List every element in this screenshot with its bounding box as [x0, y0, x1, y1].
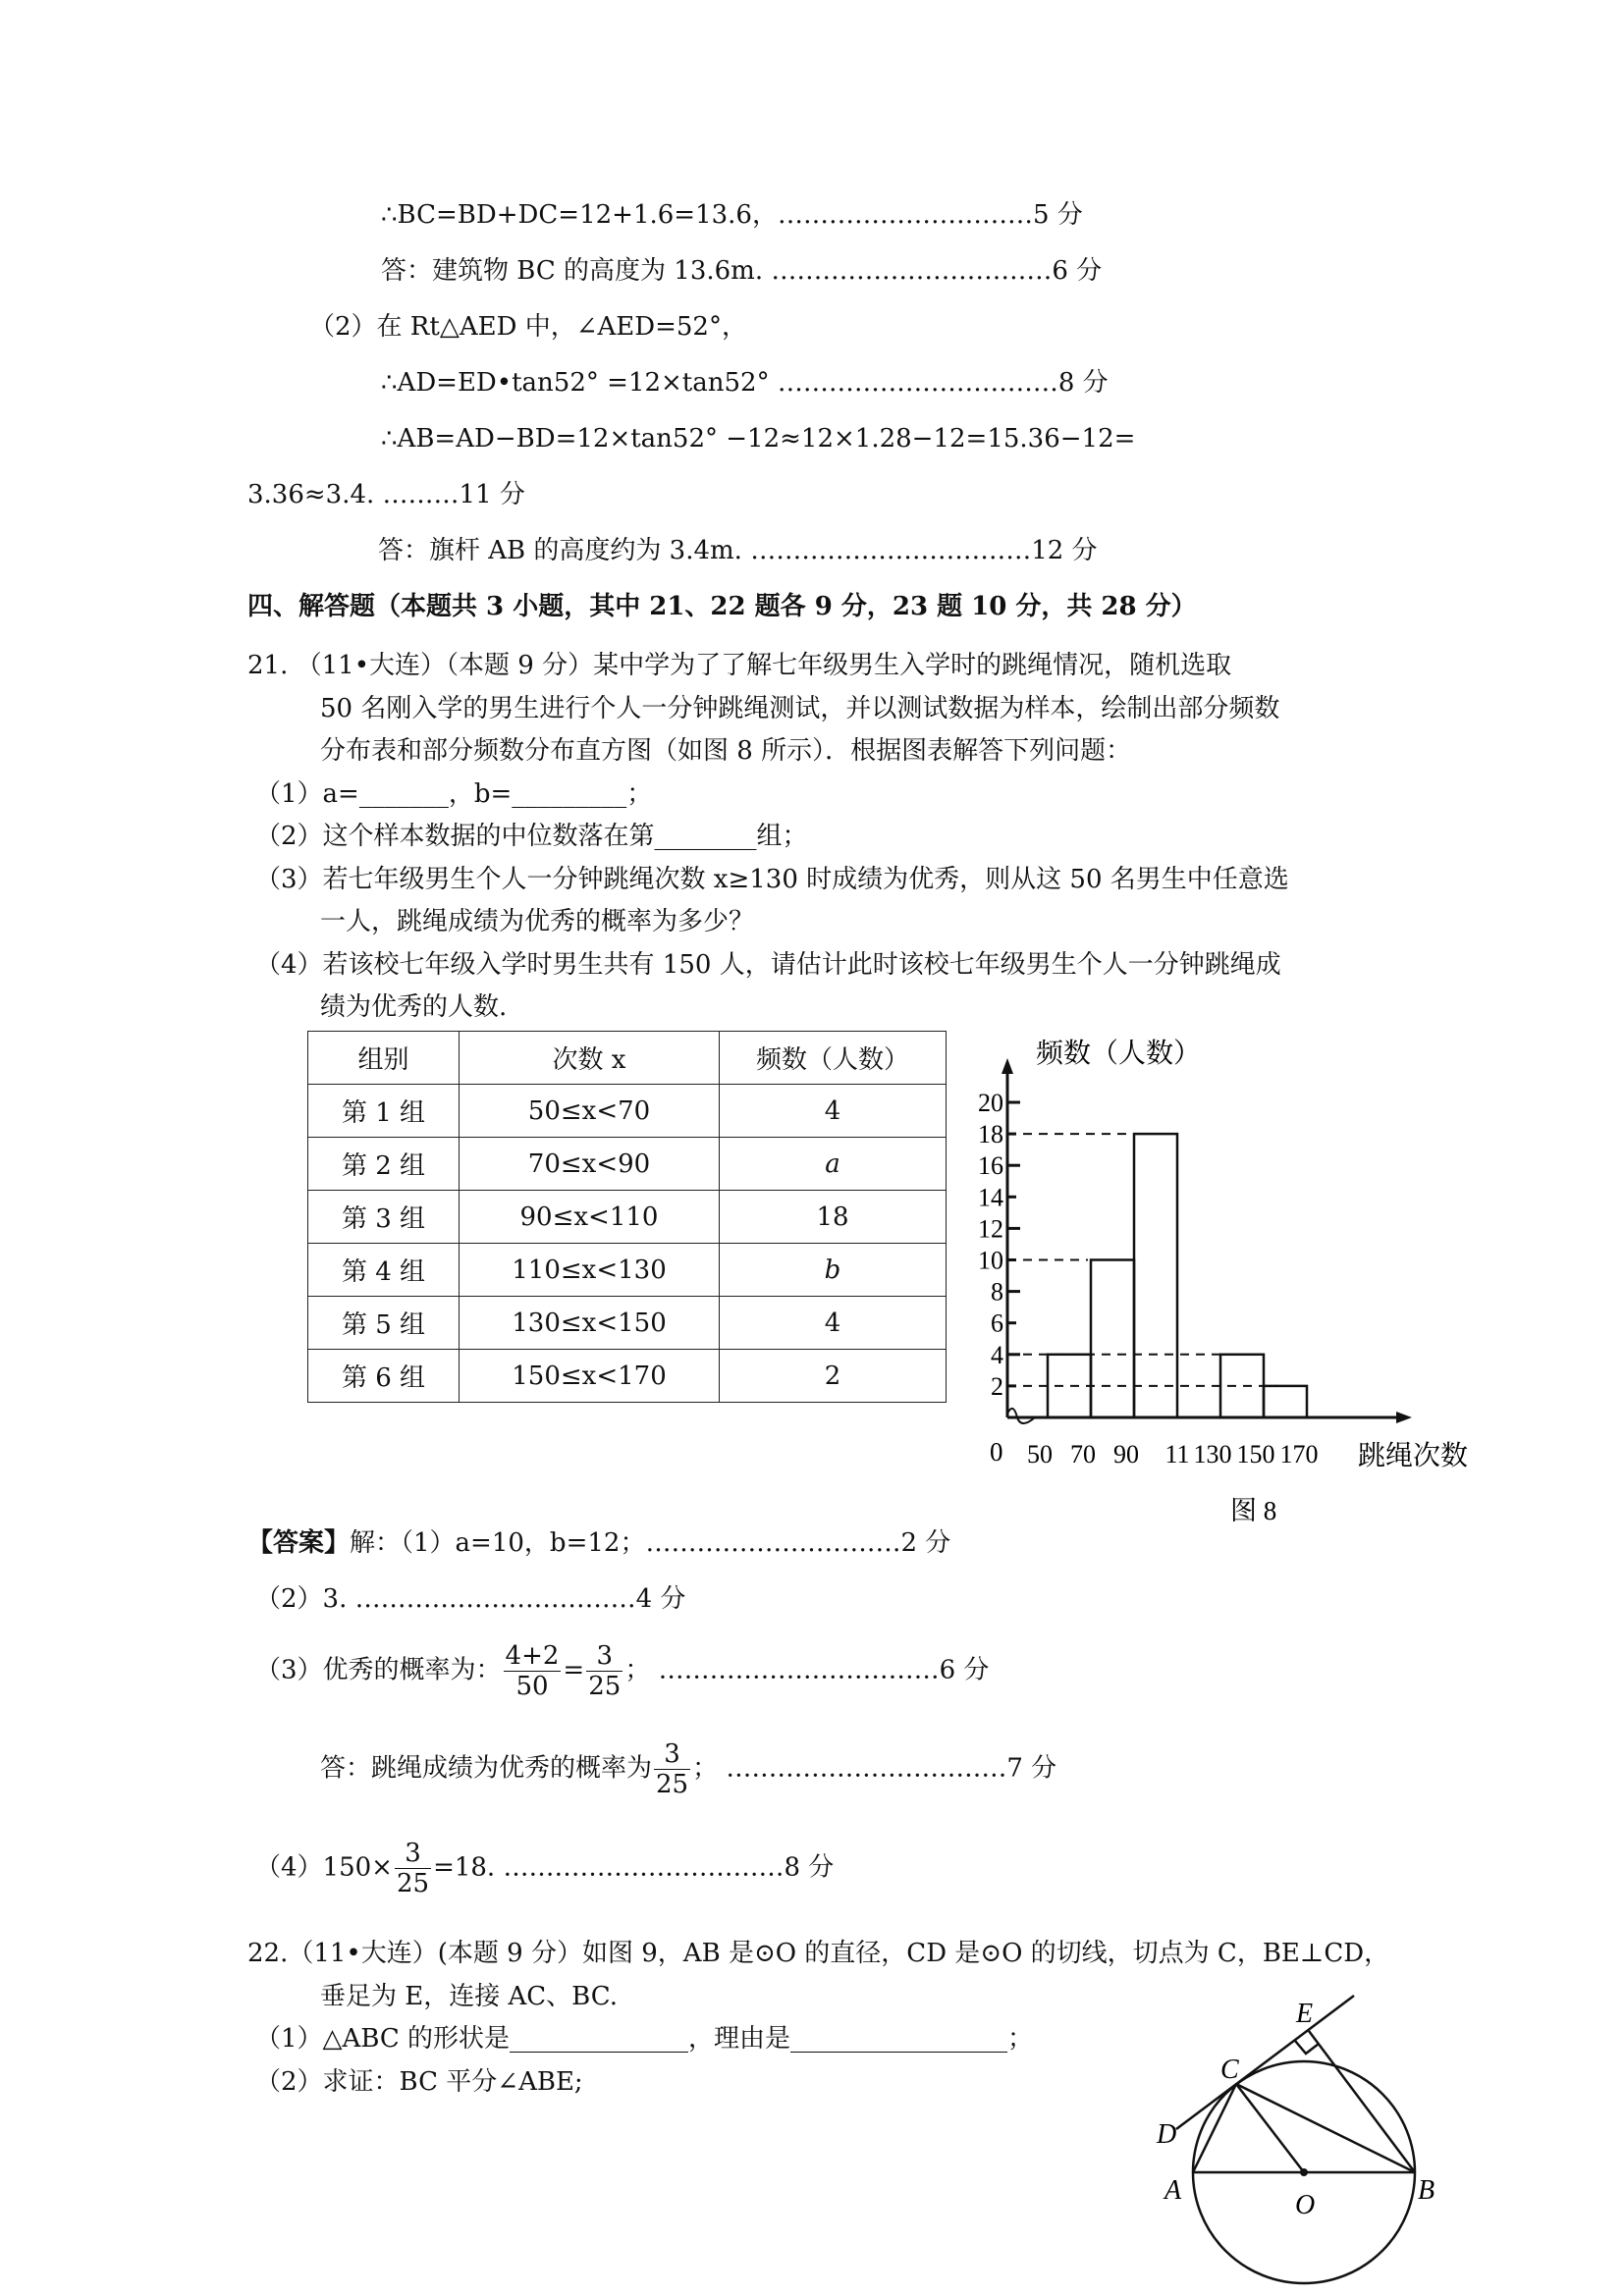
- segment-ac: [1193, 2084, 1236, 2172]
- table-cell: 第 4 组: [308, 1244, 460, 1297]
- table-header: 次数 x: [460, 1032, 720, 1085]
- numerator: 3: [395, 1839, 431, 1869]
- answer-tag: 【答案】: [247, 1528, 351, 1558]
- segment-be: [1309, 2031, 1415, 2172]
- solution-line: ∴BC=BD+DC=12+1.6=13.6，…………………………5 分: [381, 200, 1083, 230]
- sub-question: （1）△ABC 的形状是______________，理由是_________________；: [255, 2024, 1034, 2054]
- sub-question: （4）若该校七年级入学时男生共有 150 人，请估计此时该校七年级男生个人一分钟跳绳成: [255, 950, 1281, 980]
- table-header: 频数（人数）: [720, 1032, 947, 1085]
- numerator: 3: [654, 1739, 690, 1770]
- x-tick-label: 11: [1164, 1440, 1190, 1468]
- y-tick-label: 6: [991, 1308, 1003, 1338]
- section-heading: 四、解答题（本题共 3 小题，其中 21、22 题各 9 分，23 题 10 分，共 28 分）: [247, 592, 1197, 621]
- table-cell: 4: [720, 1085, 947, 1138]
- table-cell: 110≤x<130: [460, 1244, 720, 1297]
- table-cell: 第 2 组: [308, 1138, 460, 1191]
- origin-label: 0: [990, 1437, 1003, 1467]
- numerator: 4+2: [505, 1641, 560, 1671]
- table-cell: 第 1 组: [308, 1085, 460, 1138]
- table-cell: 18: [720, 1191, 947, 1244]
- denominator: 50: [515, 1672, 549, 1701]
- x-tick-label: 50: [1027, 1440, 1053, 1468]
- equals: =: [563, 1655, 585, 1685]
- table-cell: 第 5 组: [308, 1297, 460, 1350]
- answer-text: （3）优秀的概率为：: [255, 1655, 502, 1685]
- segment-bc: [1236, 2084, 1415, 2172]
- x-tick-label: 130: [1193, 1440, 1232, 1468]
- table-cell: 2: [720, 1350, 947, 1403]
- label-b: B: [1418, 2175, 1435, 2206]
- figure-caption: 图 8: [1230, 1496, 1277, 1525]
- table-cell: b: [720, 1244, 947, 1297]
- sub-question: 绩为优秀的人数.: [320, 992, 508, 1022]
- x-axis-label: 跳绳次数: [1358, 1441, 1469, 1471]
- table-cell: 第 3 组: [308, 1191, 460, 1244]
- label-o: O: [1295, 2190, 1316, 2220]
- sub-question: （3）若七年级男生个人一分钟跳绳次数 x≥130 时成绩为优秀，则从这 50 名男生中任意选: [255, 865, 1289, 894]
- label-a: A: [1164, 2175, 1182, 2206]
- answer-line: （2）3. ……………………………4 分: [255, 1584, 686, 1614]
- denominator: 25: [656, 1770, 689, 1799]
- y-tick-label: 12: [978, 1214, 1003, 1244]
- right-angle-mark: [1295, 2041, 1319, 2054]
- denominator: 25: [396, 1869, 430, 1898]
- table-cell: 130≤x<150: [460, 1297, 720, 1350]
- y-tick-label: 2: [991, 1371, 1003, 1401]
- solution-line: ∴AD=ED•tan52° =12×tan52° ……………………………8 分: [381, 368, 1109, 398]
- table-cell: 150≤x<170: [460, 1350, 720, 1403]
- solution-line: ∴AB=AD−BD=12×tan52° −12≈12×1.28−12=15.36−12=: [381, 424, 1136, 454]
- table-cell: 70≤x<90: [460, 1138, 720, 1191]
- y-tick-label: 18: [978, 1120, 1003, 1149]
- table-cell: 50≤x<70: [460, 1085, 720, 1138]
- table-cell: 第 6 组: [308, 1350, 460, 1403]
- sub-question: （2）这个样本数据的中位数落在第________组；: [255, 822, 808, 851]
- y-axis-label: 频数（人数）: [1036, 1039, 1202, 1069]
- y-tick-label: 4: [991, 1340, 1003, 1369]
- label-c: C: [1220, 2055, 1239, 2085]
- solution-line: 答：建筑物 BC 的高度为 13.6m. ……………………………6 分: [381, 256, 1103, 286]
- y-tick-label: 14: [978, 1183, 1003, 1212]
- table-cell: a: [720, 1138, 947, 1191]
- question-text: 垂足为 E，连接 AC、BC.: [320, 1982, 618, 2011]
- y-tick-label: 8: [991, 1277, 1003, 1307]
- question-text: 21. （11•大连）（本题 9 分）某中学为了了解七年级男生入学时的跳绳情况，随机选取: [247, 651, 1232, 680]
- x-tick-label: 90: [1113, 1440, 1139, 1468]
- y-tick-label: 10: [978, 1246, 1003, 1275]
- question-text: 22.（11•大连）(本题 9 分）如图 9，AB 是⊙O 的直径，CD 是⊙O 的切线，切点为 C，BE⊥CD，: [247, 1939, 1390, 1968]
- table-cell: 90≤x<110: [460, 1191, 720, 1244]
- tangent-line-cd: [1176, 1996, 1354, 2129]
- answer-text: （4）150×: [255, 1852, 393, 1883]
- question-text: 50 名刚入学的男生进行个人一分钟跳绳测试，并以测试数据为样本，绘制出部分频数: [320, 694, 1280, 723]
- x-tick-label: 170: [1279, 1440, 1319, 1468]
- solution-line: 3.36≈3.4. ………11 分: [247, 480, 525, 509]
- y-tick-label: 16: [978, 1151, 1003, 1181]
- label-d: D: [1157, 2119, 1177, 2150]
- x-tick-label: 150: [1236, 1440, 1275, 1468]
- label-e: E: [1296, 1999, 1314, 2029]
- segment-oc: [1236, 2084, 1304, 2172]
- center-point: [1300, 2168, 1308, 2176]
- x-tick-label: 70: [1070, 1440, 1096, 1468]
- question-text: 分布表和部分频数分布直方图（如图 8 所示）．根据图表解答下列问题：: [320, 736, 1132, 766]
- numerator: 3: [586, 1641, 623, 1672]
- answer-text: =18. ……………………………8 分: [433, 1852, 835, 1883]
- solution-line: （2）在 Rt△AED 中，∠AED=52°，: [309, 312, 747, 342]
- answer-text: ； ……………………………6 分: [624, 1655, 990, 1685]
- solution-line: 答：旗杆 AB 的高度约为 3.4m. ……………………………12 分: [378, 536, 1098, 565]
- sub-question: 一人，跳绳成绩为优秀的概率为多少？: [320, 907, 755, 936]
- sub-question: （1）a=_______，b=_________；: [255, 779, 653, 809]
- y-tick-label: 20: [978, 1089, 1003, 1117]
- denominator: 25: [588, 1672, 622, 1701]
- table-cell: 4: [720, 1297, 947, 1350]
- answer-line: 解：（1）a=10，b=12；…………………………2 分: [350, 1528, 951, 1558]
- answer-text: ； ……………………………7 分: [692, 1753, 1057, 1784]
- table-header: 组别: [308, 1032, 460, 1085]
- sub-question: （2）求证：BC 平分∠ABE;: [255, 2067, 583, 2097]
- answer-text: 答：跳绳成绩为优秀的概率为: [320, 1753, 653, 1784]
